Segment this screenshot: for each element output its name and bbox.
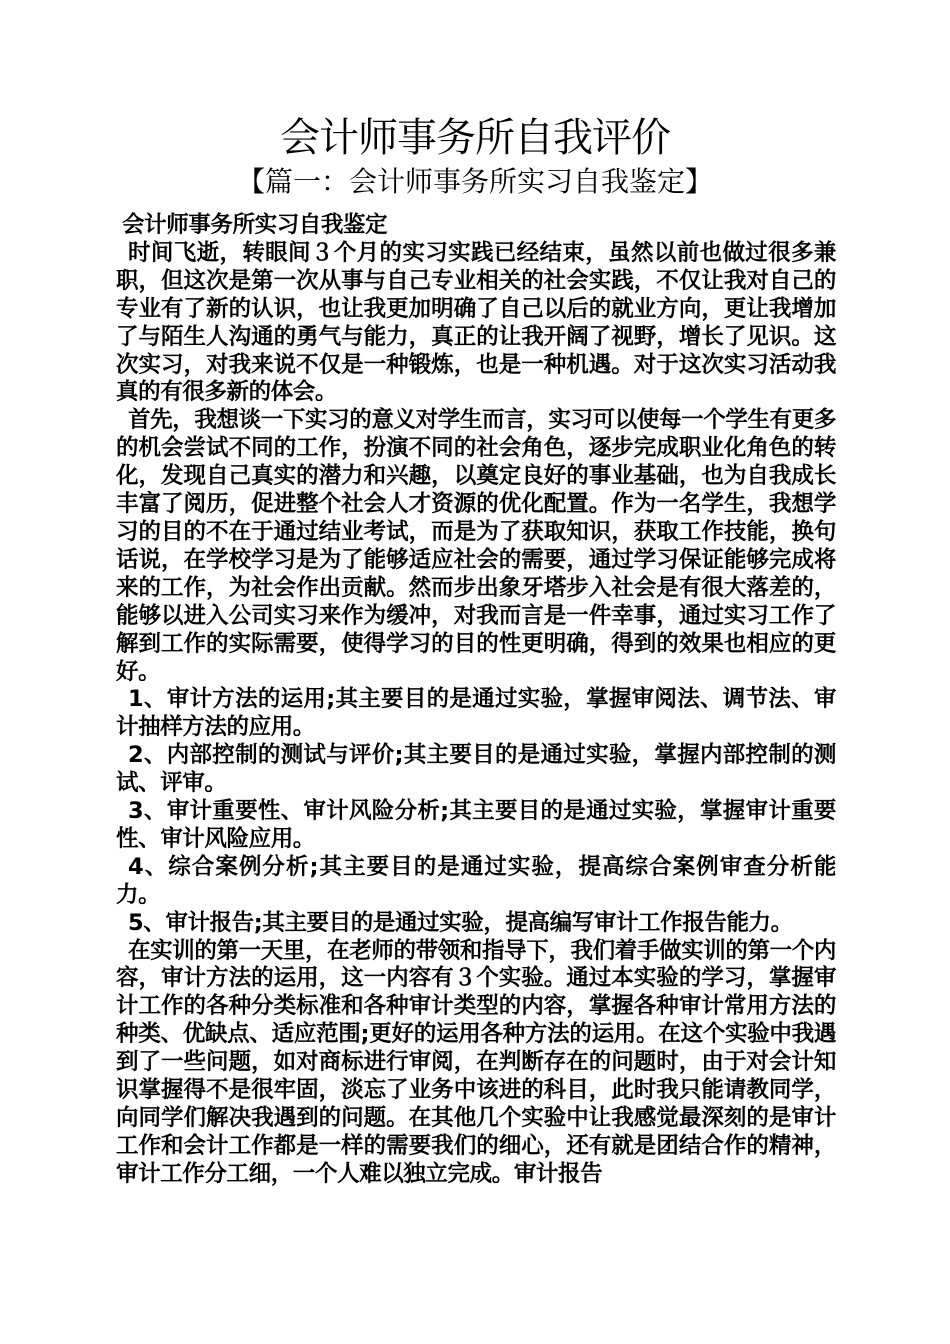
- list-item-1: 1、审计方法的运用;其主要目的是通过实验，掌握审阅法、调节法、审计抽样方法的应用。: [116, 686, 836, 741]
- document-body: [116, 212, 836, 1189]
- document-title: 会计师事务所自我评价: [280, 115, 670, 161]
- paragraph-training: 在实训的第一天里，在老师的带领和指导下，我们着手做实训的第一个内容，审计方法的运用，这一内容有３个实验。通过本实验的学习，掌握审计工作的各种分类标准和各种审计类型的内容，掌握各种审计常用方法的种类、优缺点、适应范围;更好的运用各种方法的运用。在这个实验中我遇到了一些问题，如对商标进行审阅，在判断存在的问题时，由于对会计知识掌握得不是很牢固，淡忘了业务中该进的科目，此时我只能请教同学，向同学们解决我遇到的问题。在其他几个实验中让我感觉最深刻的是审计工作和会计工作都是一样的需要我们的细心，还有就是团结合作的精神，审计工作分工细，一个人难以独立完成。审计报告: [116, 937, 836, 1187]
- list-item-3: 3、审计重要性、审计风险分析;其主要目的是通过实验，掌握审计重要性、审计风险应用。: [116, 798, 836, 852]
- list-item-4: 4、综合案例分析;其主要目的是通过实验，提高综合案例审查分析能力。: [116, 853, 836, 908]
- paragraph-intro: 时间飞逝，转眼间３个月的实习实践已经结束，虽然以前也做过很多兼职，但这次是第一次从事与自己专业相关的社会实践，不仅让我对自己的专业有了新的认识，也让我更加明确了自己以后的就业方向，更让我增加了与陌生人沟通的勇气与能力，真正的让我开阔了视野，增长了见识。这次实习，对我来说不仅是一种锻炼，也是一种机遇。对于这次实习活动我真的有很多新的体会。: [116, 239, 836, 406]
- document-subtitle: 【篇一：会计师事务所实习自我鉴定】: [236, 165, 713, 198]
- section-heading: 会计师事务所实习自我鉴定: [122, 212, 388, 238]
- list-item-5: 5、审计报告;其主要目的是通过实验，提高编写审计工作报告能力。: [128, 909, 793, 936]
- list-item-2: 2、内部控制的测试与评价;其主要目的是通过实验，掌握内部控制的测试、评审。: [116, 742, 836, 797]
- paragraph-significance: 首先，我想谈一下实习的意义对学生而言，实习可以使每一个学生有更多的机会尝试不同的工作，扮演不同的社会角色，逐步完成职业化角色的转化，发现自己真实的潜力和兴趣，以奠定良好的事业基础，也为自我成长丰富了阅历，促进整个社会人才资源的优化配置。作为一名学生，我想学习的目的不在于通过结业考试，而是为了获取知识，获取工作技能，换句话说，在学校学习是为了能够适应社会的需要，通过学习保证能够完成将来的工作，为社会作出贡献。然而步出象牙塔步入社会是有很大落差的，能够以进入公司实习来作为缓冲，对我而言是一件幸事，通过实习工作了解到工作的实际需要，使得学习的目的性更明确，得到的效果也相应的更好。: [116, 407, 836, 685]
